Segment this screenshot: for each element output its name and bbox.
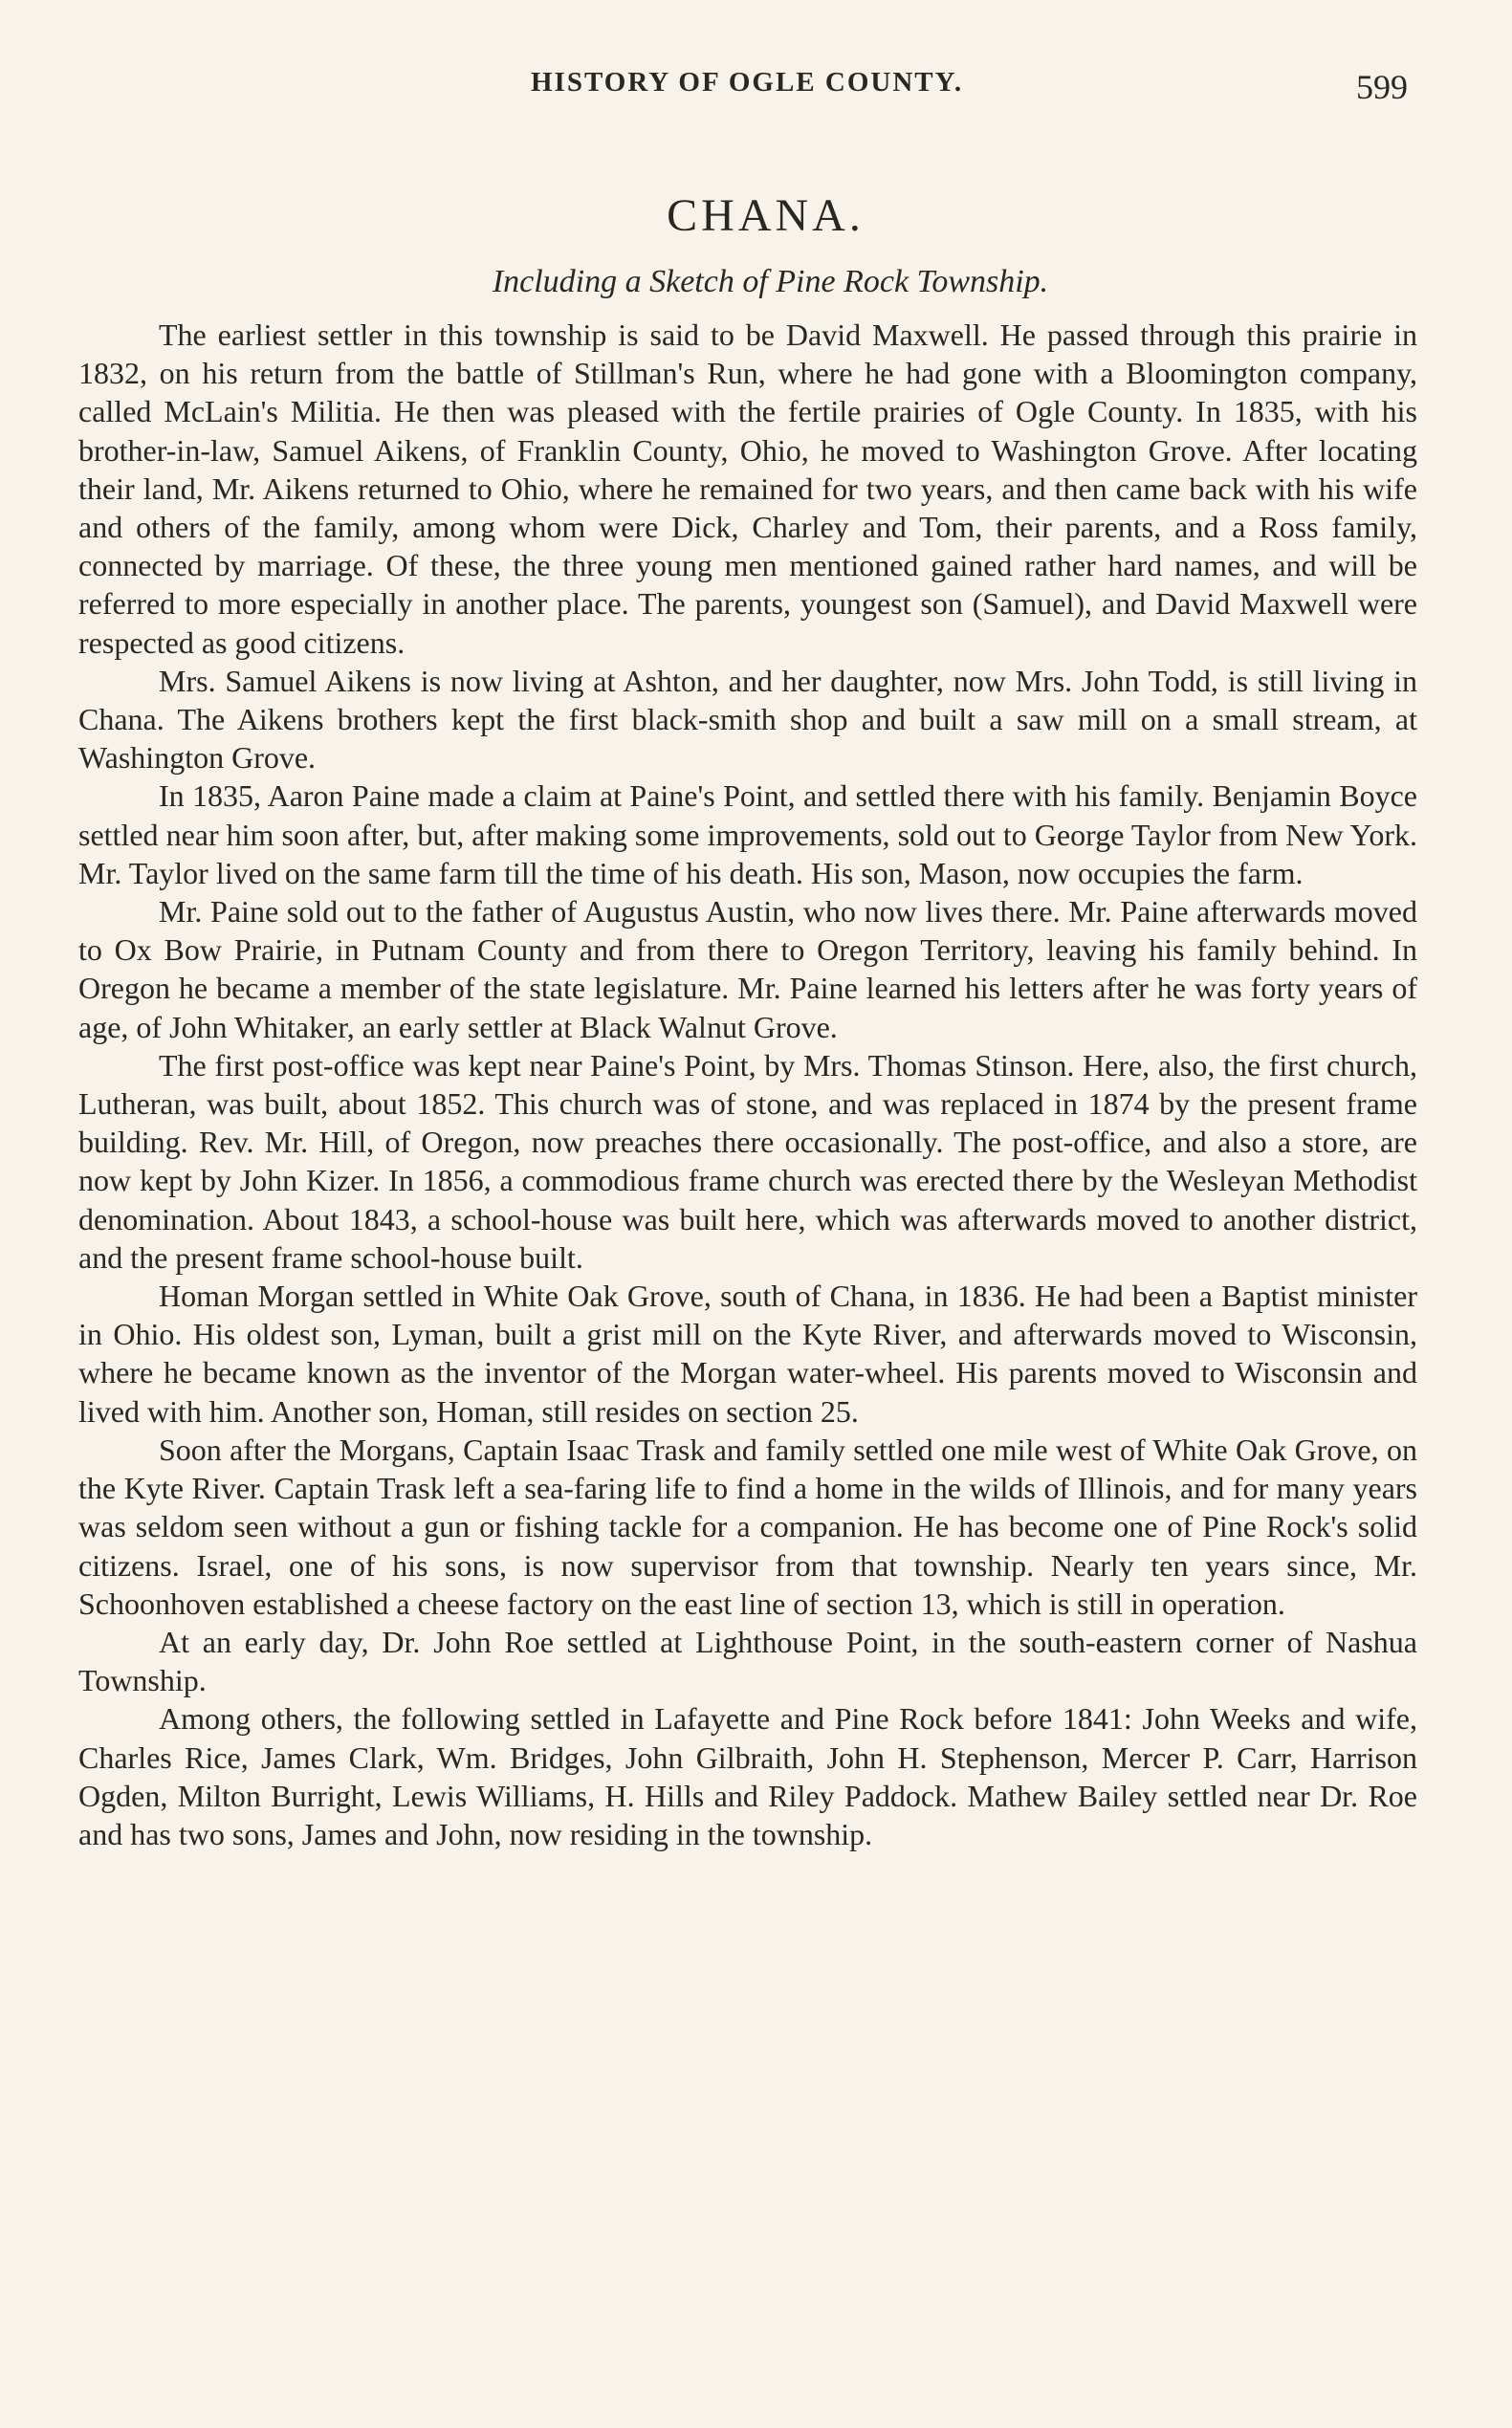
running-head: HISTORY OF OGLE COUNTY. — [531, 67, 964, 98]
paragraph: The earliest settler in this township is said to be David Maxwell. He passed through this prairie in 1832, on his return from the battle of Stillman's Run, where he had gone with a Bloomington company, called McLain's Militia. He then was pleased with the fertile prairies of Ogle County. In 1835, with his brother-in-law, Samuel Aikens, of Franklin County, Ohio, he moved to Washington Grove. After locating their land, Mr. Aikens returned to Ohio, where he remained for two years, and then came back with his wife and others of the family, among whom were Dick, Charley and Tom, their parents, and a Ross family, connected by marriage. Of these, the three young men mentioned gained rather hard names, and will be referred to more especially in another place. The parents, youngest son (Samuel), and David Maxwell were respected as good citizens. — [78, 317, 1417, 660]
paragraph: In 1835, Aaron Paine made a claim at Paine's Point, and settled there with his family. Benjamin Boyce settled near him soon after, but, after making some improvements, sold out to George Taylor from New York. Mr. Taylor lived on the same farm till the time of his death. His son, Mason, now occupies the farm. — [78, 778, 1417, 890]
paragraph: The first post-office was kept near Paine's Point, by Mrs. Thomas Stinson. Here, also, the first church, Lutheran, was built, about 1852. This church was of stone, and was replaced in 1874 by the present frame building. Rev. Mr. Hill, of Oregon, now preaches there occasionally. The post-office, and also a store, are now kept by John Kizer. In 1856, a commodious frame church was erected there by the Wesleyan Methodist denomination. About 1843, a school-house was built here, which was afterwards moved to another district, and the present frame school-house built. — [78, 1047, 1417, 1275]
paragraph: Mr. Paine sold out to the father of Augustus Austin, who now lives there. Mr. Paine afterwards moved to Ox Bow Prairie, in Putnam County and from there to Oregon Territory, leaving his family behind. In Oregon he became a member of the state legislature. Mr. Paine learned his letters after he was forty years of age, of John Whitaker, an early settler at Black Walnut Grove. — [78, 894, 1417, 1044]
paragraph: Soon after the Morgans, Captain Isaac Trask and family settled one mile west of White Oak Grove, on the Kyte River. Captain Trask left a sea-faring life to find a home in the wilds of Illinois, and for many years was seldom seen without a gun or fishing tackle for a companion. He has become one of Pine Rock's solid citizens. Israel, one of his sons, is now supervisor from that township. Nearly ten years since, Mr. Schoonhoven established a cheese factory on the east line of section 13, which is still in operation. — [78, 1432, 1417, 1621]
chapter-title: CHANA. — [667, 190, 865, 241]
paragraph: Mrs. Samuel Aikens is now living at Ashton, and her daughter, now Mrs. John Todd, is still living in Chana. The Aikens brothers kept the first black-smith shop and built a saw mill on a small stream, at Washington Grove. — [78, 663, 1417, 776]
body-text — [78, 316, 1417, 1853]
page-number: 599 — [1356, 68, 1408, 106]
paragraph: Among others, the following settled in Lafayette and Pine Rock before 1841: John Weeks and wife, Charles Rice, James Clark, Wm. Bridges, John Gilbraith, John H. Stephenson, Mercer P. Carr, Harrison Ogden, Milton Burright, Lewis Williams, H. Hills and Riley Paddock. Mathew Bailey settled near Dr. Roe and has two sons, James and John, now residing in the township. — [78, 1701, 1417, 1851]
paragraph: At an early day, Dr. John Roe settled at Lighthouse Point, in the south-eastern corner of Nashua Township. — [78, 1624, 1417, 1698]
chapter-subtitle: Including a Sketch of Pine Rock Township. — [492, 264, 1049, 299]
paragraph: Homan Morgan settled in White Oak Grove, south of Chana, in 1836. He had been a Baptist minister in Ohio. His oldest son, Lyman, built a grist mill on the Kyte River, and afterwards moved to Wisconsin, where he became known as the inventor of the Morgan water-wheel. His parents moved to Wisconsin and lived with him. Another son, Homan, still resides on section 25. — [78, 1279, 1417, 1429]
